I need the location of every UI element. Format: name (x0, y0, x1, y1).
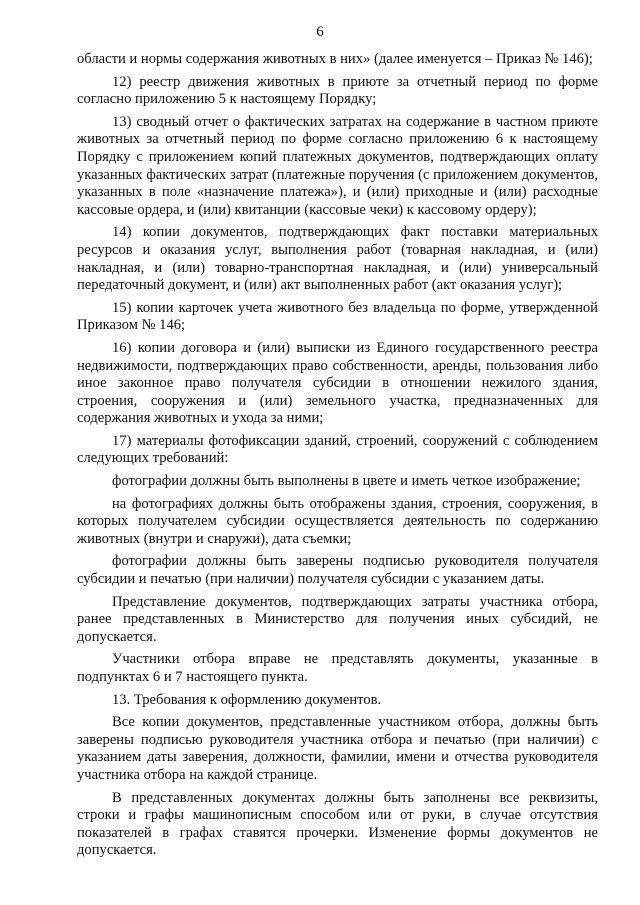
paragraph-photo-color: фотографии должны быть выполнены в цвете и иметь четкое изображение; (112, 473, 581, 490)
paragraph-item-17: 17) материалы фотофиксации зданий, строений, сооружений с соблюдением следующих требований: (77, 432, 598, 467)
paragraph-item-13: 13) сводный отчет о фактических затратах на содержание в частном приюте животных за отчетный период по форме согласно приложению 6 к настоящему Порядку с приложением копий платежных документов, подтверждающих оплату указанных фактических затрат (платежные поручения (с приложением документов, указанных в поле «назначение платежа»), и (или) приходные и (или) расходные кассовые ордера, и (или) квитанции (кассовые чеки) к кассовому ордеру); (77, 113, 598, 218)
paragraph-photo-content: на фотографиях должны быть отображены здания, строения, сооружения, в которых получателем субсидии осуществляется деятельность по содержанию животных (внутри и снаружи), дата съемки; (77, 495, 598, 547)
paragraph-item-16: 16) копии договора и (или) выписки из Единого государственного реестра недвижимости, подтверждающих право собственности, аренды, пользования либо иное законное право получателя субсидии в отношении нежилого здания, строения, сооружения и (или) земельного участка, предназначенных для содержания животных и ухода за ними; (77, 339, 598, 427)
paragraph-requisites: В представленных документах должны быть заполнены все реквизиты, строки и графы машинописным способом или от руки, в случае отсутствия показателей в графах ставятся прочерки. Изменение формы документов не допускается. (77, 789, 598, 859)
paragraph-item-12: 12) реестр движения животных в приюте за отчетный период по форме согласно приложению 5 к настоящему Порядку; (77, 73, 598, 108)
paragraph-copy-certification: Все копии документов, представленные участником отбора, должны быть заверены подписью руководителя участника отбора и печатью (при наличии) с указанием даты заверения, должности, фамилии, имени и отчества руководителя участника отбора на каждой странице. (77, 714, 598, 783)
section-heading-13: 13. Требования к оформлению документов. (112, 691, 382, 708)
paragraph-prior-documents: Представление документов, подтверждающих затраты участника отбора, ранее представленных в Министерство для получения иных субсидий, не допускается. (77, 593, 598, 645)
paragraph-continuation: области и нормы содержания животных в них» (далее именуется – Приказ № 146); (77, 51, 593, 67)
document-body (77, 51, 598, 865)
page-number: 6 (316, 24, 324, 40)
paragraph-photo-signature: фотографии должны быть заверены подписью руководителя получателя субсидии и печатью (при наличии) получателя субсидии с указанием даты. (77, 553, 598, 588)
paragraph-item-15: 15) копии карточек учета животного без владельца по форме, утвержденной Приказом № 146; (77, 299, 598, 334)
paragraph-item-14: 14) копии документов, подтверждающих факт поставки материальных ресурсов и оказания услуг, выполнения работ (товарная накладная, и (или) накладная, и (или) товарно-транспортная накладная, и (или) универсальный передаточный документ, и (или) акт выполненных работ (акт оказания услуг); (77, 224, 598, 294)
paragraph-optional-documents: Участники отбора вправе не представлять документы, указанные в подпунктах 6 и 7 настоящего пункта. (77, 651, 598, 685)
